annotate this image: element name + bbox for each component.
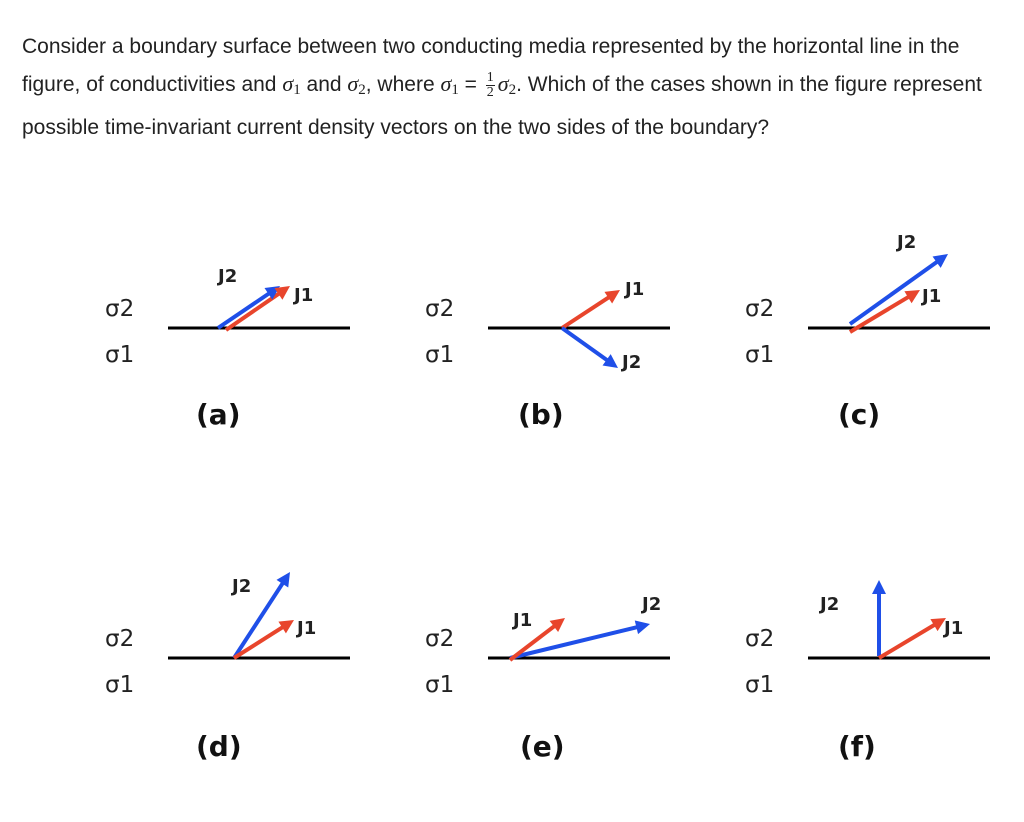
- j2-arrowhead-e: [635, 621, 650, 635]
- case-b: [425, 279, 670, 431]
- sigma2-label-b: σ2: [425, 296, 455, 322]
- case-d: [105, 572, 350, 763]
- j1-arrow-b: [562, 297, 610, 328]
- j1-label-d: J1: [297, 618, 317, 639]
- case-a: [105, 266, 350, 431]
- sigma1-label-e: σ1: [425, 672, 455, 698]
- case-label-e: (e): [520, 730, 565, 763]
- question-part-1: Consider a boundary surface between two conducting media represented by the horizontal line in the figure, of conductivities and: [22, 35, 960, 96]
- case-f: [745, 580, 990, 763]
- j1-label-b: J1: [625, 279, 645, 300]
- sigma2-label-c: σ2: [745, 296, 775, 322]
- fraction-one-half: $\frac{1}{2}$: [486, 69, 494, 100]
- case-label-b: (b): [518, 398, 564, 431]
- j1-label-c: J1: [922, 286, 942, 307]
- sigma2-label-a: σ2: [105, 296, 135, 322]
- case-label-f: (f): [838, 730, 876, 763]
- case-e: [425, 594, 670, 763]
- sigma1-label-c: σ1: [745, 342, 775, 368]
- sigma2-label-d: σ2: [105, 626, 135, 652]
- j2-label-f: J2: [820, 594, 840, 615]
- sigma1-label-a: σ1: [105, 342, 135, 368]
- sigma-2: $\sigma_2$: [347, 71, 366, 98]
- sigma-2-eq: $\sigma_2$: [497, 71, 517, 98]
- j2-arrowhead-f: [872, 580, 886, 594]
- sigma2-label-f: σ2: [745, 626, 775, 652]
- sigma-1: $\sigma_1$: [282, 71, 301, 98]
- sigma2-label-e: σ2: [425, 626, 455, 652]
- question-and: and: [300, 73, 348, 96]
- j1-label-f: J1: [944, 618, 964, 639]
- j2-label-b: J2: [622, 352, 642, 373]
- sigma1-label-b: σ1: [425, 342, 455, 368]
- j2-label-d: J2: [232, 576, 252, 597]
- sigma-1-eq: $\sigma_1$: [440, 71, 459, 98]
- question-part-2: . Which of the cases shown in the figure represent possible time-invariant current density vectors on the two sides of the boundary?: [22, 73, 982, 139]
- sigma1-label-d: σ1: [105, 672, 135, 698]
- question-where: , where: [365, 73, 441, 96]
- j1-arrow-f: [879, 624, 936, 658]
- j1-label-a: J1: [294, 285, 314, 306]
- sigma1-label-f: σ1: [745, 672, 775, 698]
- j2-label-a: J2: [218, 266, 238, 287]
- j2-label-e: J2: [642, 594, 662, 615]
- case-label-d: (d): [196, 730, 242, 763]
- j2-label-c: J2: [897, 232, 917, 253]
- j1-label-e: J1: [513, 610, 533, 631]
- equals-sign: =: [458, 73, 483, 96]
- j2-arrow-b: [562, 328, 608, 361]
- j2-arrow-a: [218, 293, 270, 328]
- case-label-c: (c): [838, 398, 881, 431]
- j1-arrow-d: [234, 626, 284, 658]
- case-c: [745, 232, 990, 431]
- j2-arrow-e: [510, 627, 638, 658]
- case-label-a: (a): [196, 398, 241, 431]
